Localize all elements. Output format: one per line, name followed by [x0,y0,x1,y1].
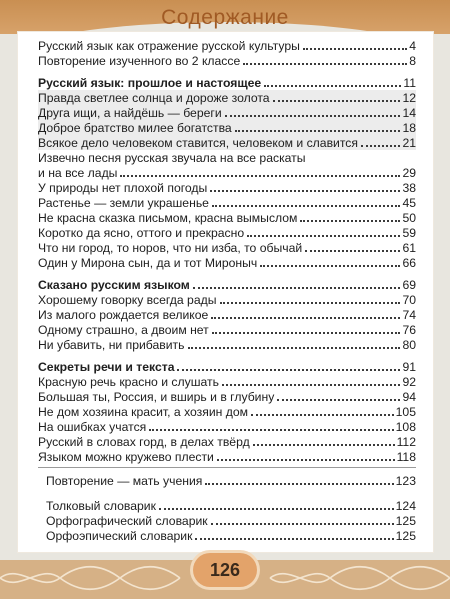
toc-page-number: 108 [395,420,416,434]
toc-entry-title: Доброе братство милее богатства [38,121,232,135]
toc-entry [38,90,416,105]
toc-entry-title: Секреты речи и текста [38,360,175,374]
toc-page-number: 70 [402,293,416,307]
leader-dots [193,287,401,289]
toc-page-number: 18 [402,121,416,135]
toc-entry-title: Что ни город, то норов, что ни изба, то обычай [38,241,303,255]
toc-page-number: 112 [396,435,416,449]
page-number-badge: 126 [193,553,257,587]
toc-entry [38,389,416,404]
toc-section-heading [38,75,416,90]
leader-dots [247,235,400,237]
toc-entry [38,374,416,389]
toc-entry-title: Ни убавить, ни прибавить [38,338,185,352]
leader-dots [277,399,400,401]
toc-entry-title: Одному страшно, а двоим нет [38,323,209,337]
leader-dots [273,100,401,102]
toc-entry-title: Извечно песня русская звучала на все раскаты [38,151,306,165]
leader-dots [217,459,395,461]
leader-dots [222,384,401,386]
leader-dots [149,429,393,431]
page-title: Содержание [161,6,289,29]
toc-entry-title: Повторение изученного во 2 классе [38,54,241,68]
toc-entry-title: На ошибках учатся [38,420,147,434]
toc-entry-title: Большая ты, Россия, и вширь и в глубину [38,390,275,404]
toc-entry [38,498,416,513]
toc-entry-title: Русский язык: прошлое и настоящее [38,76,262,90]
toc-entry [38,195,416,210]
toc-entry [38,53,416,68]
leader-dots [303,48,407,50]
toc-entry [38,38,416,53]
toc-entry [38,210,416,225]
toc-page-number: 124 [395,499,416,513]
toc-page-number: 69 [402,278,416,292]
toc-page-number: 14 [402,106,416,120]
toc-page-number: 76 [402,323,416,337]
toc-page-number: 38 [402,181,416,195]
toc-entry-title: Орфоэпический словарик [46,529,193,543]
toc-entry [38,337,416,352]
toc-entry [38,513,416,528]
toc-entry-title: Из малого рождается великое [38,308,209,322]
toc-entry [38,240,416,255]
toc-entry [38,449,416,464]
toc-entry [38,473,416,488]
toc-page-number: 118 [396,450,416,464]
leader-dots [210,190,400,192]
toc-page-number: 66 [402,256,416,270]
toc-entry [38,225,416,240]
toc-entry-title: У природы нет плохой погоды [38,181,208,195]
toc-entry-title: Коротко да ясно, оттого и прекрасно [38,226,245,240]
toc-page-number: 92 [402,375,416,389]
toc-page-number: 50 [402,211,416,225]
toc-entry-title: Орфографический словарик [46,514,208,528]
toc-entry [38,528,416,543]
toc-entry-title: Хорошему говорку всегда рады [38,293,217,307]
toc-page-number: 94 [402,390,416,404]
toc-page-number: 123 [395,474,416,488]
toc-page-number: 21 [402,136,416,150]
leader-dots [243,63,407,65]
toc-entry [38,165,416,180]
toc-page-number: 91 [402,360,416,374]
toc-entry-title: Не красна сказка письмом, красна вымыслом [38,211,298,225]
toc-entry-title: Сказано русским языком [38,278,190,292]
leader-dots [253,444,395,446]
leader-dots [300,220,400,222]
separator-line [38,467,416,468]
toc-page-number: 61 [402,241,416,255]
toc-entry [38,135,416,150]
toc-entry-title: Правда светлее солнца и дороже золота [38,91,270,105]
toc-entry-title: Красную речь красно и слушать [38,375,219,389]
table-of-contents [38,38,416,543]
toc-page-number: 8 [409,54,416,68]
toc-entry [38,105,416,120]
toc-entry [38,255,416,270]
section-gap [38,352,416,359]
section-gap [38,270,416,277]
toc-entry [38,292,416,307]
toc-entry-title: Толковый словарик [46,499,156,513]
toc-entry [38,120,416,135]
toc-page-number: 45 [402,196,416,210]
toc-entry-title: Растенье — земли украшенье [38,196,209,210]
toc-page-number: 80 [402,338,416,352]
section-gap [38,68,416,75]
leader-dots [159,508,394,510]
toc-section-heading [38,359,416,374]
toc-entry [38,180,416,195]
toc-entry [38,434,416,449]
toc-entry-title: Друга ищи, а найдёшь — береги [38,106,222,120]
leader-dots [188,347,401,349]
toc-entry [38,419,416,434]
toc-page-number: 105 [395,405,416,419]
leader-dots [251,414,394,416]
leader-dots [260,265,400,267]
toc-page-number: 59 [402,226,416,240]
toc-page-number: 4 [409,39,416,53]
leader-dots [212,332,401,334]
toc-page-number: 74 [402,308,416,322]
toc-entry-title: Один у Мирона сын, да и тот Мироныч [38,256,258,270]
toc-entry-title: Русский язык как отражение русской культуры [38,39,300,53]
leader-dots [195,538,393,540]
leader-dots [177,369,400,371]
toc-page-number: 12 [402,91,416,105]
toc-entry-title: Всякое дело человеком ставится, человеком и славится [38,136,358,150]
toc-entry [38,322,416,337]
leader-dots [305,250,400,252]
toc-page-number: 29 [402,166,416,180]
section-gap [38,488,416,498]
leader-dots [205,483,393,485]
toc-section-heading [38,277,416,292]
toc-entry [38,404,416,419]
toc-entry [38,150,416,165]
leader-dots [225,115,401,117]
leader-dots [211,317,400,319]
leader-dots [211,523,394,525]
toc-entry-title: Языком можно кружево плести [38,450,214,464]
toc-entry-title: Повторение — мать учения [46,474,203,488]
leader-dots [235,130,401,132]
toc-entry-title: Не дом хозяина красит, а хозяин дом [38,405,249,419]
toc-entry [38,307,416,322]
toc-entry-title: Русский в словах горд, в делах твёрд [38,435,250,449]
toc-page-number: 125 [395,514,416,528]
leader-dots [212,205,400,207]
leader-dots [361,145,400,147]
leader-dots [264,85,401,87]
leader-dots [120,175,400,177]
toc-page-number: 11 [403,76,416,90]
toc-entry-title: и на все лады [38,166,118,180]
leader-dots [220,302,401,304]
toc-page-number: 125 [395,529,416,543]
